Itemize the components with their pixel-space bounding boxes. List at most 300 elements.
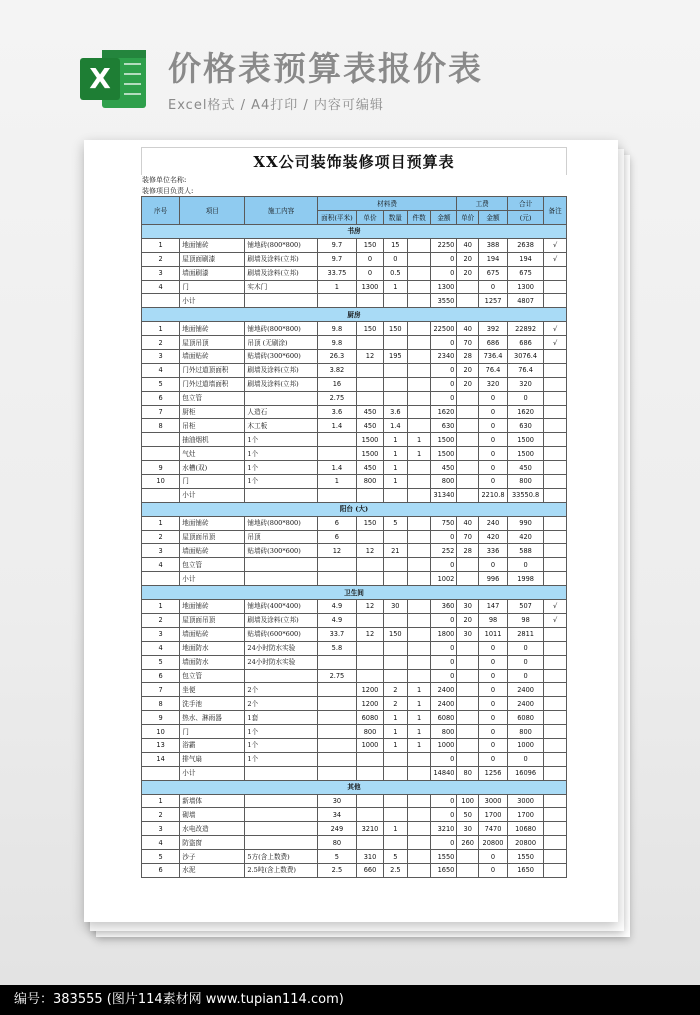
table-row	[142, 808, 567, 822]
budget-sheet	[141, 147, 567, 878]
cell-content	[245, 808, 317, 822]
cell-labor-amount: 0	[479, 697, 508, 711]
cell-unit-price: 450	[357, 405, 384, 419]
table-row	[142, 711, 567, 725]
cell-pieces	[407, 641, 431, 655]
cell-total: 1300	[507, 280, 543, 294]
cell-content: 铺地砖(400*400)	[245, 600, 317, 614]
cell-labor-price	[457, 447, 479, 461]
cell-content	[245, 572, 317, 586]
section-title: 书房	[142, 225, 567, 239]
header-qty: 数量	[383, 211, 407, 225]
cell-area: 3.82	[317, 363, 356, 377]
cell-content	[245, 794, 317, 808]
cell-seq: 13	[142, 738, 180, 752]
cell-unit-price: 1200	[357, 697, 384, 711]
cell-labor-price	[457, 461, 479, 475]
cell-labor-amount: 3000	[479, 794, 508, 808]
cell-amount: 0	[431, 558, 457, 572]
cell-pieces	[407, 669, 431, 683]
cell-item: 墙面刷漆	[180, 266, 245, 280]
cell-labor-price: 30	[457, 822, 479, 836]
cell-qty: 5	[383, 850, 407, 864]
table-row	[142, 655, 567, 669]
cell-pieces	[407, 558, 431, 572]
cell-total: 98	[507, 613, 543, 627]
cell-note	[544, 530, 567, 544]
cell-unit-price: 1200	[357, 683, 384, 697]
cell-seq: 5	[142, 377, 180, 391]
cell-total: 3076.4	[507, 350, 543, 364]
header-labor-amount: 金额	[479, 211, 508, 225]
cell-content: 刷墙及涂料(立邦)	[245, 363, 317, 377]
cell-content: 1个	[245, 433, 317, 447]
cell-seq: 9	[142, 461, 180, 475]
cell-labor-amount: 392	[479, 322, 508, 336]
table-row	[142, 752, 567, 766]
cell-item: 防盗窗	[180, 836, 245, 850]
cell-content: 5方(含上数费)	[245, 850, 317, 864]
cell-amount: 0	[431, 836, 457, 850]
subtotal-row	[142, 766, 567, 780]
cell-labor-amount: 0	[479, 683, 508, 697]
header-seq: 序号	[142, 197, 180, 225]
cell-labor-amount: 1700	[479, 808, 508, 822]
cell-pieces	[407, 461, 431, 475]
page-subtitle: Excel格式 / A4打印 / 内容可编辑	[168, 98, 384, 113]
cell-labor-price: 20	[457, 363, 479, 377]
cell-unit-price: 1500	[357, 447, 384, 461]
cell-qty: 1	[383, 475, 407, 489]
cell-seq: 3	[142, 544, 180, 558]
cell-labor-amount: 736.4	[479, 350, 508, 364]
cell-qty: 1	[383, 280, 407, 294]
table-row	[142, 461, 567, 475]
cell-unit-price: 3210	[357, 822, 384, 836]
cell-item: 包立管	[180, 669, 245, 683]
cell-item: 墙面防水	[180, 655, 245, 669]
cell-content: 1个	[245, 738, 317, 752]
table-row	[142, 322, 567, 336]
cell-area: 9.7	[317, 238, 356, 252]
cell-note	[544, 558, 567, 572]
cell-total: 10680	[507, 822, 543, 836]
cell-amount: 800	[431, 725, 457, 739]
cell-total: 420	[507, 530, 543, 544]
cell-total: 2400	[507, 697, 543, 711]
header-item: 项目	[180, 197, 245, 225]
cell-content: 人造石	[245, 405, 317, 419]
cell-labor-amount: 1257	[479, 294, 508, 308]
cell-pieces	[407, 822, 431, 836]
cell-unit-price	[357, 808, 384, 822]
cell-qty	[383, 655, 407, 669]
cell-labor-price	[457, 419, 479, 433]
cell-item: 门	[180, 280, 245, 294]
subtotal-row	[142, 488, 567, 502]
cell-unit-price	[357, 377, 384, 391]
cell-note	[544, 266, 567, 280]
cell-area	[317, 558, 356, 572]
cell-amount: 0	[431, 669, 457, 683]
cell-labor-amount: 194	[479, 252, 508, 266]
cell-qty: 15	[383, 238, 407, 252]
cell-amount: 0	[431, 336, 457, 350]
cell-qty	[383, 641, 407, 655]
cell-total: 20800	[507, 836, 543, 850]
cell-seq	[142, 766, 180, 780]
cell-amount: 360	[431, 600, 457, 614]
cell-area	[317, 433, 356, 447]
cell-item: 墙面贴砖	[180, 627, 245, 641]
cell-labor-price: 260	[457, 836, 479, 850]
page-header	[80, 48, 640, 113]
cell-item: 浴霸	[180, 738, 245, 752]
header-note: 备注	[544, 197, 567, 225]
cell-content: 1套	[245, 711, 317, 725]
cell-item: 小计	[180, 294, 245, 308]
cell-item: 地面铺砖	[180, 238, 245, 252]
cell-content: 24小时防水实验	[245, 641, 317, 655]
cell-labor-amount: 98	[479, 613, 508, 627]
cell-qty: 150	[383, 627, 407, 641]
table-row	[142, 377, 567, 391]
cell-labor-amount: 0	[479, 850, 508, 864]
cell-unit-price: 150	[357, 322, 384, 336]
section-header-row	[142, 225, 567, 239]
cell-content: 实木门	[245, 280, 317, 294]
section-title: 阳台 (大)	[142, 502, 567, 516]
cell-unit-price: 1300	[357, 280, 384, 294]
cell-pieces	[407, 405, 431, 419]
cell-area: 12	[317, 544, 356, 558]
cell-area: 2.5	[317, 863, 356, 877]
cell-content: 1个	[245, 447, 317, 461]
cell-item: 门外过道墙面积	[180, 377, 245, 391]
table-row	[142, 669, 567, 683]
table-row	[142, 252, 567, 266]
cell-note	[544, 738, 567, 752]
cell-pieces	[407, 544, 431, 558]
cell-item: 门	[180, 475, 245, 489]
cell-amount: 750	[431, 516, 457, 530]
cell-amount: 1002	[431, 572, 457, 586]
section-header-row	[142, 780, 567, 794]
cell-total: 4807	[507, 294, 543, 308]
cell-content: 贴墙砖(300*600)	[245, 544, 317, 558]
cell-item: 排气扇	[180, 752, 245, 766]
cell-note: √	[544, 238, 567, 252]
cell-amount: 0	[431, 377, 457, 391]
cell-content	[245, 836, 317, 850]
cell-qty	[383, 363, 407, 377]
cell-unit-price	[357, 836, 384, 850]
cell-area: 4.9	[317, 613, 356, 627]
cell-pieces: 1	[407, 725, 431, 739]
cell-area: 33.7	[317, 627, 356, 641]
cell-item: 沙子	[180, 850, 245, 864]
cell-item: 墙面贴砖	[180, 350, 245, 364]
cell-note	[544, 544, 567, 558]
cell-pieces	[407, 322, 431, 336]
cell-note	[544, 391, 567, 405]
cell-content	[245, 766, 317, 780]
cell-seq: 1	[142, 322, 180, 336]
cell-unit-price: 800	[357, 475, 384, 489]
cell-content: 2个	[245, 683, 317, 697]
cell-labor-price: 40	[457, 516, 479, 530]
cell-labor-amount: 996	[479, 572, 508, 586]
cell-amount: 0	[431, 752, 457, 766]
cell-pieces	[407, 336, 431, 350]
cell-qty: 30	[383, 600, 407, 614]
cell-area	[317, 697, 356, 711]
cell-item: 屋顶面吊顶	[180, 530, 245, 544]
cell-note	[544, 363, 567, 377]
cell-unit-price: 12	[357, 627, 384, 641]
cell-amount: 6080	[431, 711, 457, 725]
cell-total: 0	[507, 669, 543, 683]
cell-note	[544, 447, 567, 461]
cell-note	[544, 863, 567, 877]
cell-unit-price	[357, 752, 384, 766]
cell-labor-price	[457, 683, 479, 697]
cell-total: 6080	[507, 711, 543, 725]
cell-content: 1个	[245, 725, 317, 739]
cell-qty: 1	[383, 433, 407, 447]
cell-seq: 7	[142, 405, 180, 419]
cell-qty: 150	[383, 322, 407, 336]
cell-labor-amount: 0	[479, 419, 508, 433]
cell-unit-price: 450	[357, 461, 384, 475]
cell-note	[544, 475, 567, 489]
cell-seq: 2	[142, 252, 180, 266]
cell-labor-amount: 336	[479, 544, 508, 558]
cell-note	[544, 683, 567, 697]
cell-labor-amount: 76.4	[479, 363, 508, 377]
table-row	[142, 475, 567, 489]
cell-qty: 195	[383, 350, 407, 364]
cell-total: 76.4	[507, 363, 543, 377]
cell-seq: 10	[142, 475, 180, 489]
cell-seq: 3	[142, 266, 180, 280]
cell-item: 屋顶面刷漆	[180, 252, 245, 266]
cell-pieces	[407, 613, 431, 627]
cell-area: 5.8	[317, 641, 356, 655]
cell-labor-price: 20	[457, 613, 479, 627]
cell-note	[544, 405, 567, 419]
header-labor: 工费	[457, 197, 508, 211]
cell-pieces	[407, 752, 431, 766]
cell-qty	[383, 377, 407, 391]
cell-content: 刷墙及涂料(立邦)	[245, 266, 317, 280]
cell-total: 16096	[507, 766, 543, 780]
cell-pieces	[407, 600, 431, 614]
table-row	[142, 836, 567, 850]
cell-content: 贴墙砖(300*600)	[245, 350, 317, 364]
cell-labor-price	[457, 669, 479, 683]
cell-item: 洗手池	[180, 697, 245, 711]
cell-note	[544, 752, 567, 766]
table-row	[142, 627, 567, 641]
cell-unit-price	[357, 794, 384, 808]
cell-note	[544, 655, 567, 669]
cell-qty	[383, 336, 407, 350]
table-row	[142, 530, 567, 544]
cell-note	[544, 627, 567, 641]
cell-labor-amount: 0	[479, 461, 508, 475]
table-row	[142, 738, 567, 752]
cell-area: 2.75	[317, 669, 356, 683]
cell-content: 刷墙及涂料(立邦)	[245, 252, 317, 266]
cell-content	[245, 294, 317, 308]
cell-labor-price	[457, 711, 479, 725]
cell-total: 588	[507, 544, 543, 558]
cell-labor-amount: 686	[479, 336, 508, 350]
cell-seq	[142, 433, 180, 447]
cell-note	[544, 794, 567, 808]
cell-unit-price: 150	[357, 238, 384, 252]
cell-labor-amount: 0	[479, 405, 508, 419]
table-row	[142, 405, 567, 419]
cell-content: 刷墙及涂料(立邦)	[245, 377, 317, 391]
cell-area: 5	[317, 850, 356, 864]
cell-area: 2.75	[317, 391, 356, 405]
cell-area: 30	[317, 794, 356, 808]
cell-labor-price: 50	[457, 808, 479, 822]
cell-item: 砌墙	[180, 808, 245, 822]
cell-labor-price: 30	[457, 627, 479, 641]
cell-labor-amount: 0	[479, 641, 508, 655]
cell-total: 33550.8	[507, 488, 543, 502]
cell-content: 24小时防水实验	[245, 655, 317, 669]
cell-unit-price	[357, 488, 384, 502]
cell-seq	[142, 488, 180, 502]
cell-total: 1700	[507, 808, 543, 822]
unit-name-label: 装修单位名称:	[142, 176, 187, 184]
cell-unit-price	[357, 336, 384, 350]
cell-note	[544, 572, 567, 586]
cell-total: 675	[507, 266, 543, 280]
cell-area	[317, 711, 356, 725]
cell-area: 26.3	[317, 350, 356, 364]
cell-pieces	[407, 363, 431, 377]
cell-unit-price: 1500	[357, 433, 384, 447]
cell-unit-price	[357, 530, 384, 544]
subtotal-row	[142, 294, 567, 308]
cell-seq: 1	[142, 516, 180, 530]
cell-unit-price: 660	[357, 863, 384, 877]
cell-item: 门外过道顶面积	[180, 363, 245, 377]
cell-area: 1	[317, 475, 356, 489]
cell-labor-price	[457, 280, 479, 294]
cell-amount: 3550	[431, 294, 457, 308]
sheet-title: XX公司装饰装修项目预算表	[141, 147, 567, 175]
cell-labor-price	[457, 558, 479, 572]
cell-note	[544, 280, 567, 294]
cell-seq: 2	[142, 808, 180, 822]
cell-note	[544, 419, 567, 433]
cell-note: √	[544, 613, 567, 627]
cell-labor-amount: 2210.8	[479, 488, 508, 502]
cell-labor-price: 28	[457, 350, 479, 364]
cell-amount: 1500	[431, 433, 457, 447]
table-row	[142, 419, 567, 433]
section-header-row	[142, 308, 567, 322]
cell-labor-amount: 0	[479, 475, 508, 489]
cell-qty: 5	[383, 516, 407, 530]
cell-area	[317, 294, 356, 308]
cell-labor-price	[457, 405, 479, 419]
header-area: 面积(平米)	[317, 211, 356, 225]
table-row	[142, 600, 567, 614]
cell-area: 1.4	[317, 461, 356, 475]
cell-labor-price	[457, 488, 479, 502]
cell-seq: 7	[142, 683, 180, 697]
cell-area: 3.6	[317, 405, 356, 419]
cell-labor-amount: 7470	[479, 822, 508, 836]
cell-content	[245, 391, 317, 405]
cell-seq: 2	[142, 336, 180, 350]
cell-note	[544, 808, 567, 822]
cell-qty: 0.5	[383, 266, 407, 280]
cell-unit-price	[357, 641, 384, 655]
cell-content: 贴墙砖(600*600)	[245, 627, 317, 641]
cell-amount: 800	[431, 475, 457, 489]
cell-seq: 2	[142, 530, 180, 544]
cell-area: 6	[317, 530, 356, 544]
cell-seq: 5	[142, 655, 180, 669]
cell-labor-price: 20	[457, 252, 479, 266]
cell-pieces	[407, 475, 431, 489]
cell-pieces	[407, 391, 431, 405]
cell-total: 2811	[507, 627, 543, 641]
cell-seq	[142, 447, 180, 461]
cell-amount: 1300	[431, 280, 457, 294]
header-content: 施工内容	[245, 197, 317, 225]
cell-amount: 22500	[431, 322, 457, 336]
cell-pieces	[407, 488, 431, 502]
cell-note	[544, 669, 567, 683]
cell-amount: 0	[431, 266, 457, 280]
cell-amount: 630	[431, 419, 457, 433]
cell-amount: 0	[431, 613, 457, 627]
cell-labor-amount: 675	[479, 266, 508, 280]
cell-amount: 450	[431, 461, 457, 475]
cell-note	[544, 822, 567, 836]
cell-labor-amount: 1256	[479, 766, 508, 780]
cell-item: 抽油烟机	[180, 433, 245, 447]
cell-seq: 1	[142, 600, 180, 614]
cell-labor-price	[457, 725, 479, 739]
cell-pieces	[407, 836, 431, 850]
cell-content: 铺地砖(800*800)	[245, 516, 317, 530]
cell-content: 1个	[245, 752, 317, 766]
cell-pieces: 1	[407, 683, 431, 697]
cell-total: 1550	[507, 850, 543, 864]
cell-area: 16	[317, 377, 356, 391]
header-material: 材料费	[317, 197, 457, 211]
cell-pieces	[407, 808, 431, 822]
cell-seq: 6	[142, 863, 180, 877]
cell-seq: 6	[142, 391, 180, 405]
cell-area: 9.8	[317, 322, 356, 336]
cell-item: 包立管	[180, 558, 245, 572]
cell-note	[544, 697, 567, 711]
cell-area	[317, 752, 356, 766]
header-labor-price: 单价	[457, 211, 479, 225]
header-total: 合计	[507, 197, 543, 211]
